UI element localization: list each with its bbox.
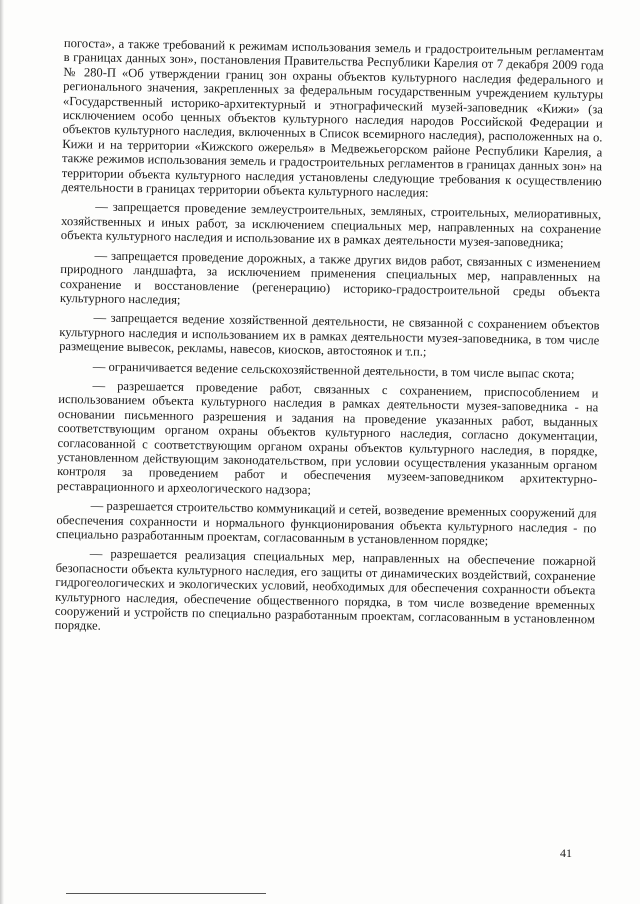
list-item: — запрещается ведение хозяйственной деятельности, не связанной с сохранением объектов культурного наследия и использованием их в рамках деятельности музея-заповедника, в том числе размещение вывесок, рекламы, навесов, киосков, автостоянок и т.п.;	[59, 310, 600, 359]
intro-paragraph: погоста», а также требований к режимам использования земель и градостроительным регламентам в границах данных зон», постановления Правительства Республики Карелия от 7 декабря 2009 года № 280-П «Об утверждении границ зон охраны объектов культурного наследия федерального и регионального значения, закрепленных за федеральным государственным учреждением культуры «Государственный историко-архитектурный и этнографический музей-заповедник «Кижи» (за исключением особо ценных объектов культурного наследия народов Российской Федерации и объектов культурного наследия, включенных в Список всемирного наследия), расположенных на о. Кижи и на территории «Кижского ожерелья» в Медвежьегорском районе Республики Карелия, а также режимов использования земель и градостроительных регламентов в границах данных зон» на территории объекта культурного наследия установлены следующие требования к осуществлению деятельности в границах территории объекта культурного наследия:	[61, 36, 604, 200]
list-item: — ограничивается ведение сельскохозяйственной деятельности, в том числе выпас скота;	[92, 359, 575, 381]
list-item: — запрещается проведение землеустроительных, земляных, строительных, мелиоративных, хозяйственных и иных работ, за исключением специальных мер, направленных на сохранение объекта культурного наследия и использование их в рамках деятельности музея-заповедника;	[60, 199, 602, 251]
list-item: — разрешается строительство коммуникаций и сетей, возведение временных сооружений для обеспечения сохранности и нормального функционирования объекта культурного наследия - по специально разработанным проектам, согласованным в установленном порядке;	[56, 498, 597, 548]
scan-edge-shadow	[0, 0, 4, 904]
page-number: 41	[560, 846, 572, 860]
list-item: — разрешается проведение работ, связанных с сохранением, приспособлением и использованием объекта культурного наследия в рамках деятельности музея-заповедника - на основании письменного разрешения и задания на проведение указанных работ, выданных соответствующим органом охраны объектов культурного наследия, согласно документации, согласованной с соответствующим органом охраны объектов культурного наследия, в порядке, установленном действующим законодательством, при условии осуществления указанным органом контроля за проведением работ и обеспечения музеем-заповедником архитектурно-реставрационного и археологического надзора;	[56, 378, 599, 497]
footer-rule	[66, 893, 266, 894]
list-item: — разрешается реализация специальных мер, направленных на обеспечение пожарной безопасности объекта культурного наследия, его защиты от динамических воздействий, сохранение гидрогеологических и экологических условий, необходимых для обеспечения сохранности объекта культурного наследия, обеспечение общественного порядка, в том числе возведение временных сооружений и устройств по специально разработанным проектам, согласованным в установленном порядке.	[54, 546, 596, 634]
body-text	[55, 36, 604, 641]
list-item: — запрещается проведение дорожных, а также других видов работ, связанных с изменением природного ландшафта, за исключением применения специальных мер, направленных на сохранение и восстановление (регенерацию) историко-градостроительной среды объекта культурного наследия;	[59, 248, 601, 307]
